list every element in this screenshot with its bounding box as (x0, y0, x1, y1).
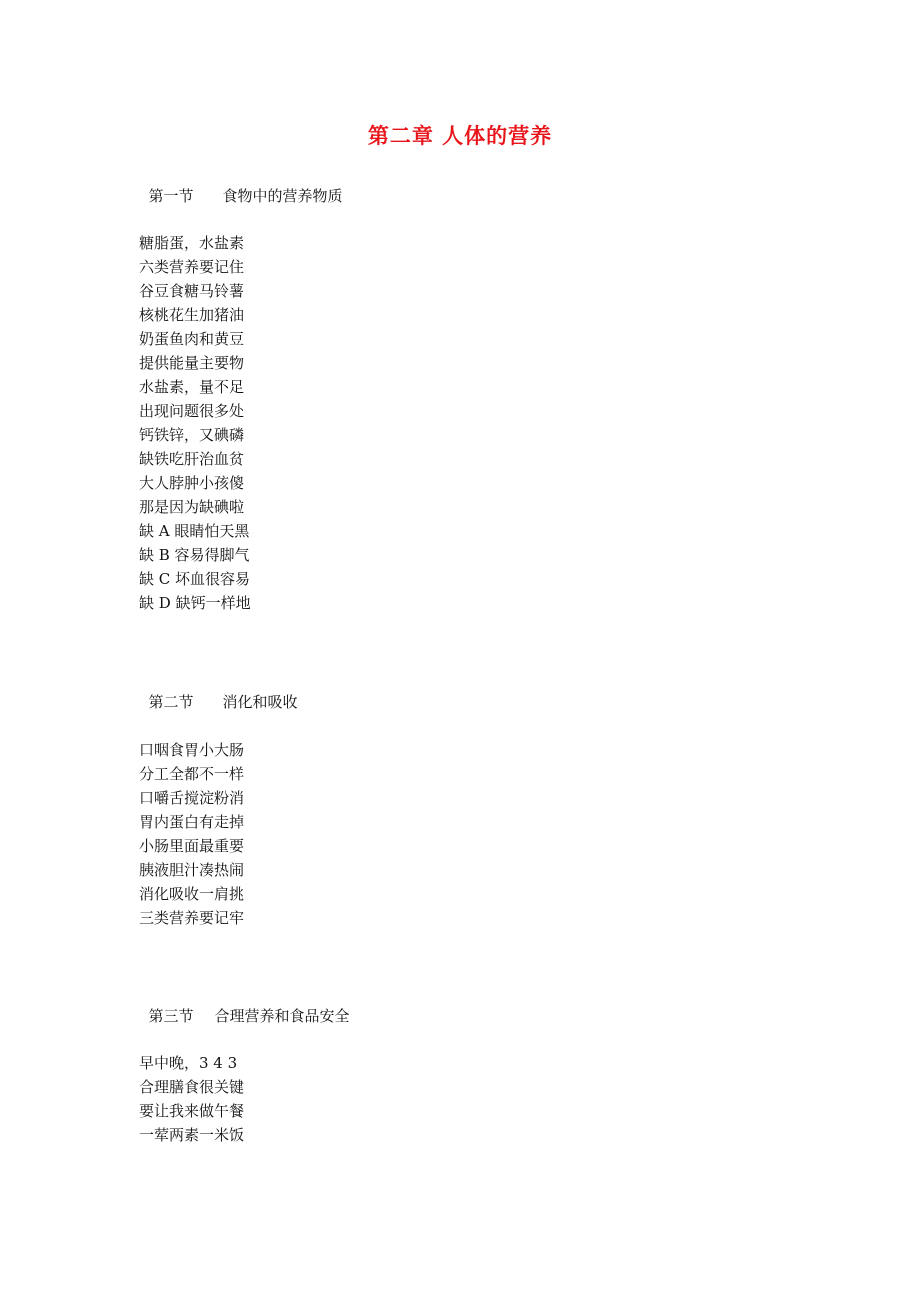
page-title: 第二章 人体的营养 (367, 123, 553, 148)
verse-line: 胰液胆汁凑热闹 (139, 861, 245, 879)
verse-line: 小肠里面最重要 (139, 837, 245, 855)
section-heading-3 (139, 980, 350, 1028)
verse-line: 出现问题很多处 (139, 402, 245, 420)
verse-line: 要让我来做午餐 (139, 1102, 245, 1120)
verse-line: 缺 A 眼睛怕天黑 (139, 522, 250, 540)
verse-line: 那是因为缺碘啦 (139, 498, 245, 516)
verse-line: 大人脖肿小孩傻 (139, 474, 245, 492)
verse-line: 胃内蛋白有走掉 (139, 813, 245, 831)
section-name: 消化和吸收 (222, 693, 298, 711)
section-number: 第三节 (148, 1007, 194, 1025)
verse-line: 缺铁吃肝治血贫 (139, 450, 245, 468)
verse-line: 一荤两素一米饭 (139, 1126, 245, 1144)
verse-line: 口嚼舌搅淀粉消 (139, 789, 245, 807)
section-1-verse (139, 231, 251, 615)
verse-line: 早中晚，3 4 3 (139, 1054, 238, 1072)
verse-line: 三类营养要记牢 (139, 909, 245, 927)
verse-line: 水盐素，量不足 (139, 378, 245, 396)
verse-line: 钙铁锌，又碘磷 (139, 426, 245, 444)
verse-line: 提供能量主要物 (139, 354, 245, 372)
section-3-verse (139, 1051, 244, 1147)
verse-line: 缺 B 容易得脚气 (139, 546, 250, 564)
verse-line: 奶蛋鱼肉和黄豆 (139, 330, 245, 348)
section-heading-1 (139, 160, 343, 208)
verse-line: 合理膳食很关键 (139, 1078, 245, 1096)
verse-line: 缺 D 缺钙一样地 (139, 594, 251, 612)
verse-line: 核桃花生加猪油 (139, 306, 245, 324)
verse-line: 糖脂蛋，水盐素 (139, 234, 245, 252)
verse-line: 缺 C 坏血很容易 (139, 570, 251, 588)
section-name: 食物中的营养物质 (222, 187, 343, 205)
section-name: 合理营养和食品安全 (214, 1007, 350, 1025)
verse-line: 谷豆食糖马铃薯 (139, 282, 245, 300)
verse-line: 六类营养要记住 (139, 258, 245, 276)
section-number: 第二节 (148, 693, 194, 711)
verse-line: 分工全都不一样 (139, 765, 245, 783)
section-heading-2 (139, 666, 298, 714)
verse-line: 口咽食胃小大肠 (139, 741, 245, 759)
verse-line: 消化吸收一肩挑 (139, 885, 245, 903)
section-2-verse (139, 738, 244, 930)
section-number: 第一节 (148, 187, 194, 205)
